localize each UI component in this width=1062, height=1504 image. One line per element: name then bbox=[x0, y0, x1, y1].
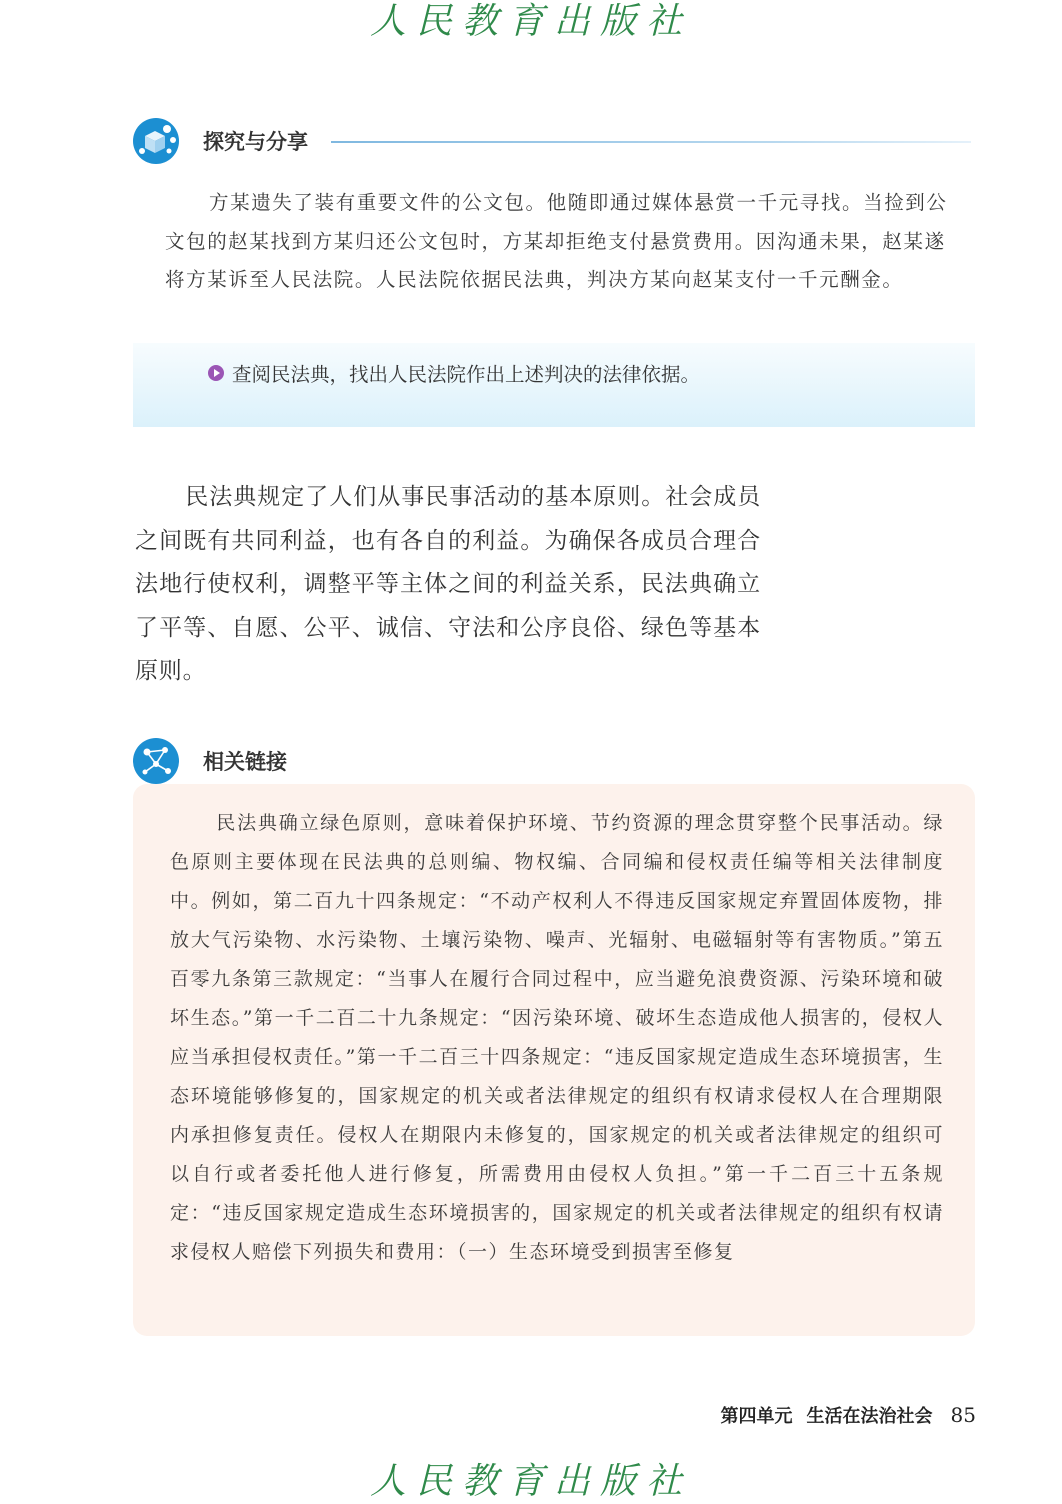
case-text: 方某遗失了装有重要文件的公文包。他随即通过媒体悬赏一千元寻找。当捡到公文包的赵某找到方某归还公文包时，方某却拒绝支付悬赏费用。因沟通未果，赵某遂将方某诉至人民法院。人民法院依据民法典，判决方某向赵某支付一千元酬金。 bbox=[165, 191, 948, 291]
related-link-text: 民法典确立绿色原则，意味着保护环境、节约资源的理念贯穿整个民事活动。绿色原则主要体现在民法典的总则编、物权编、合同编和侵权责任编等相关法律制度中。例如，第二百九十四条规定：“不动产权利人不得违反国家规定弃置固体废物，排放大气污染物、水污染物、土壤污染物、噪声、光辐射、电磁辐射等有害物质。”第五百零九条第三款规定：“当事人在履行合同过程中，应当避免浪费资源、污染环境和破坏生态。”第一千二百二十九条规定：“因污染环境、破坏生态造成他人损害的，侵权人应当承担侵权责任。”第一千二百三十四条规定：“违反国家规定造成生态环境损害，生态环境能够修复的，国家规定的机关或者法律规定的组织有权请求侵权人在合理期限内承担修复责任。侵权人在期限内未修复的，国家规定的机关或者法律规定的组织可以自行或者委托他人进行修复，所需费用由侵权人负担。”第一千二百三十五条规定：“违反国家规定造成生态环境损害的，国家规定的机关或者法律规定的组织有权请求侵权人赔偿下列损失和费用：（一）生态环境受到损害至修复 bbox=[170, 812, 944, 1263]
related-link-paragraph bbox=[170, 804, 944, 1272]
case-paragraph bbox=[165, 184, 951, 300]
main-paragraph-text: 民法典规定了人们从事民事活动的基本原则。社会成员之间既有共同利益，也有各自的利益。为确保各成员合理合法地行使权利，调整平等主体之间的利益关系，民法典确立了平等、自愿、公平、诚信、守法和公序良俗、绿色等基本原则。 bbox=[135, 484, 761, 684]
task-box bbox=[133, 343, 975, 427]
page-footer bbox=[721, 1402, 976, 1428]
explore-section-title: 探究与分享 bbox=[203, 130, 308, 154]
play-bullet-icon bbox=[208, 365, 224, 381]
footer-unit: 第四单元 bbox=[720, 1406, 793, 1427]
publisher-watermark-top: 人民教育出版社 bbox=[369, 1, 692, 42]
link-section-title: 相关链接 bbox=[203, 750, 287, 774]
footer-unit-title: 生活在法治社会 bbox=[806, 1406, 933, 1427]
related-link-box bbox=[133, 784, 975, 1336]
task-prompt: 查阅民法典，找出人民法院作出上述判决的法律依据。 bbox=[232, 363, 701, 386]
publisher-watermark-bottom: 人民教育出版社 bbox=[369, 1461, 692, 1502]
header-divider bbox=[331, 141, 971, 143]
network-icon bbox=[133, 738, 179, 784]
link-section-header bbox=[133, 738, 433, 788]
page-number: 85 bbox=[950, 1403, 976, 1427]
main-paragraph bbox=[135, 476, 761, 694]
molecule-icon bbox=[133, 118, 179, 164]
explore-section-header bbox=[133, 118, 975, 168]
